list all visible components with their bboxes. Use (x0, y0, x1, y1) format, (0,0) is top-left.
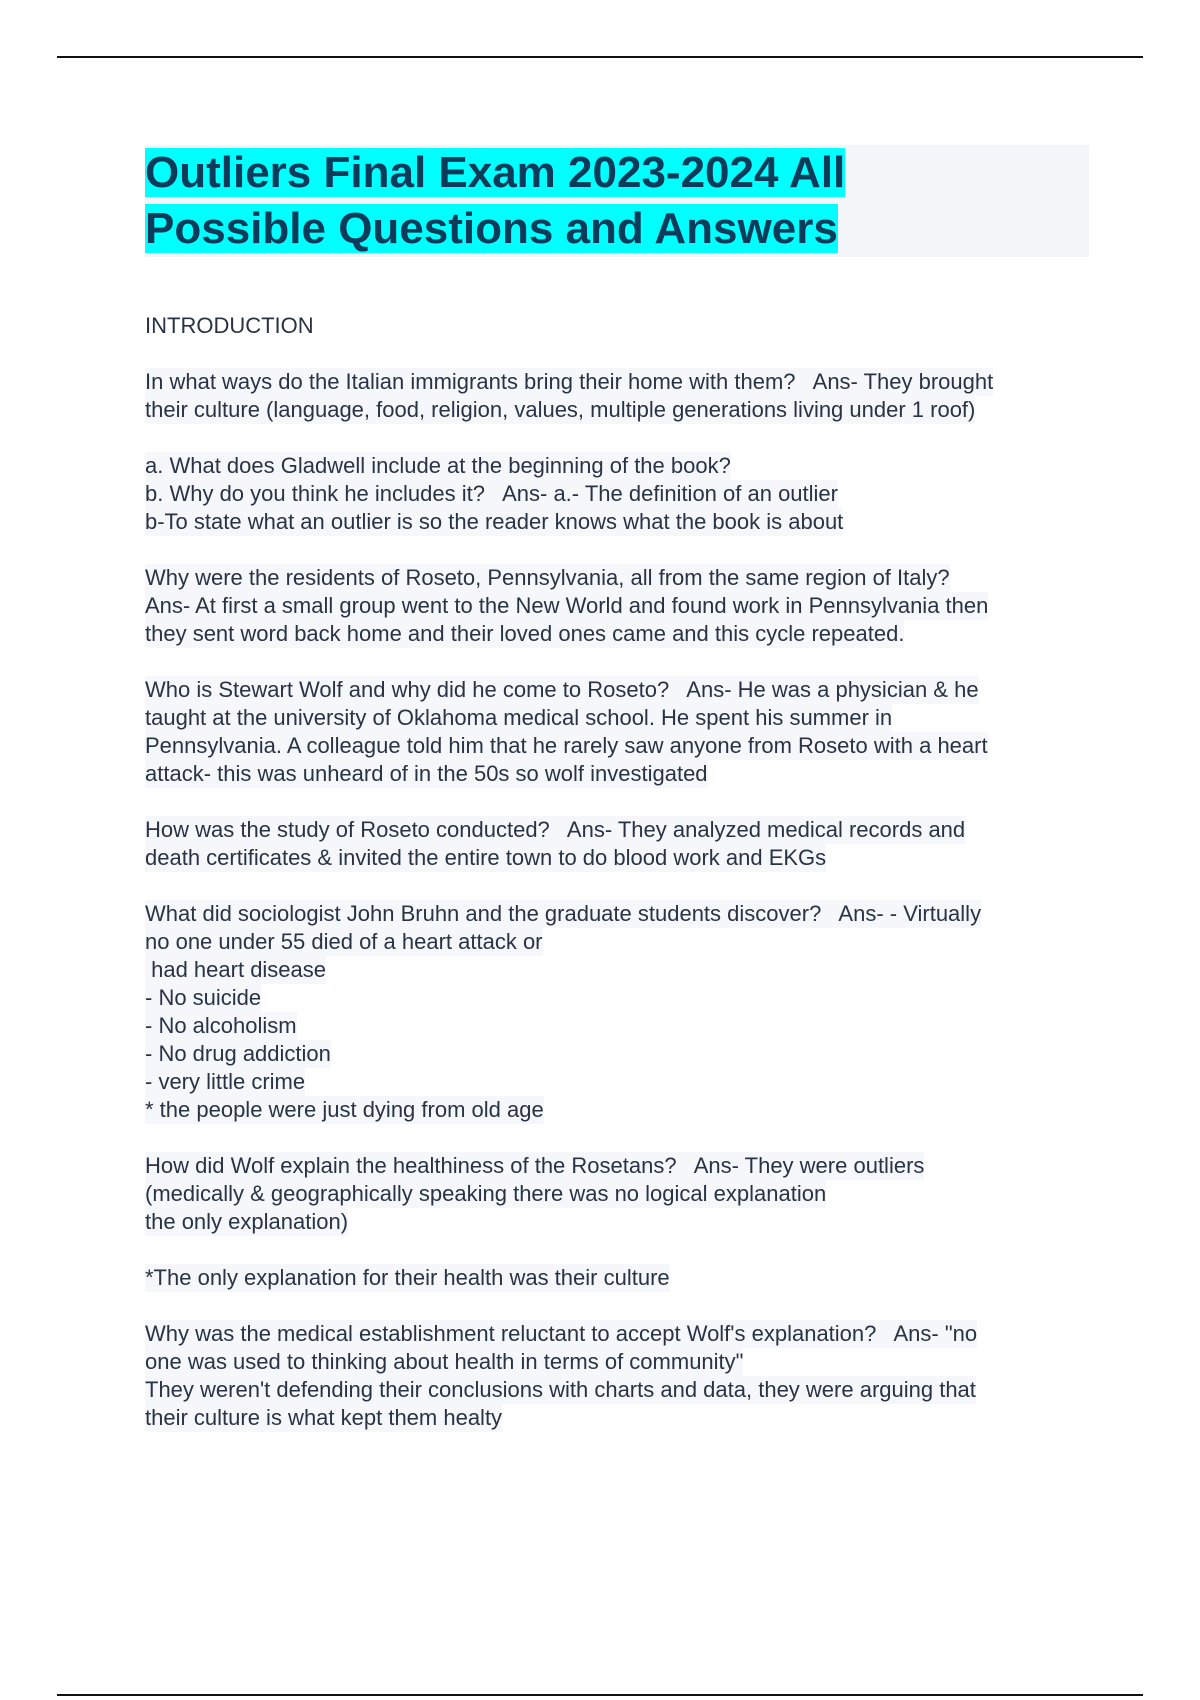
qa-list (145, 368, 1095, 1432)
document-title (145, 145, 1089, 257)
section-heading-block (145, 312, 1095, 340)
paragraph-line: In what ways do the Italian immigrants bring their home with them? Ans- They brought (145, 369, 994, 394)
paragraph-line: - No drug addiction (145, 1041, 331, 1066)
top-rule (57, 56, 1143, 58)
paragraph-line: their culture (language, food, religion, values, multiple generations living under 1 roof) (145, 397, 976, 422)
paragraph-line: - No suicide (145, 985, 262, 1010)
bottom-rule (57, 1694, 1143, 1696)
paragraph-line: What did sociologist John Bruhn and the graduate students discover? Ans- - Virtually (145, 901, 982, 926)
paragraph-line: How did Wolf explain the healthiness of the Rosetans? Ans- They were outliers (145, 1153, 925, 1178)
paragraph-line: no one under 55 died of a heart attack or (145, 929, 543, 954)
paragraph-line: *The only explanation for their health was their culture (145, 1265, 670, 1290)
paragraph-line: How was the study of Roseto conducted? Ans- They analyzed medical records and (145, 817, 966, 842)
paragraph-line: Who is Stewart Wolf and why did he come to Roseto? Ans- He was a physician & he (145, 677, 979, 702)
paragraph-line: - very little crime (145, 1069, 306, 1094)
paragraph-line: (medically & geographically speaking there was no logical explanation (145, 1181, 827, 1206)
paragraph-line: a. What does Gladwell include at the beginning of the book? (145, 453, 731, 478)
qa-paragraph (145, 900, 1095, 1124)
paragraph-line: b-To state what an outlier is so the reader knows what the book is about (145, 509, 844, 534)
title-box (145, 145, 1089, 257)
paragraph-line: Pennsylvania. A colleague told him that he rarely saw anyone from Roseto with a heart (145, 733, 988, 758)
paragraph-line: the only explanation) (145, 1209, 349, 1234)
paragraph-line: death certificates & invited the entire town to do blood work and EKGs (145, 845, 827, 870)
paragraph-line: taught at the university of Oklahoma medical school. He spent his summer in (145, 705, 893, 730)
paragraph-line: attack- this was unheard of in the 50s so wolf investigated (145, 761, 708, 786)
paragraph-line: They weren't defending their conclusions with charts and data, they were arguing that (145, 1377, 976, 1402)
qa-paragraph (145, 368, 1095, 424)
paragraph-line: Ans- At first a small group went to the New World and found work in Pennsylvania then (145, 593, 989, 618)
paragraph-line: Why were the residents of Roseto, Pennsylvania, all from the same region of Italy? (145, 565, 950, 590)
qa-paragraph (145, 1264, 1095, 1292)
paragraph-line: * the people were just dying from old age (145, 1097, 544, 1122)
document-body (145, 312, 1095, 1460)
title-line-2: Possible Questions and Answers (145, 204, 838, 253)
qa-paragraph (145, 1152, 1095, 1236)
qa-paragraph (145, 676, 1095, 788)
paragraph-line: one was used to thinking about health in terms of community" (145, 1349, 744, 1374)
section-heading: INTRODUCTION (145, 313, 314, 338)
paragraph-line: they sent word back home and their loved ones came and this cycle repeated. (145, 621, 905, 646)
title-line-1: Outliers Final Exam 2023-2024 All (145, 148, 846, 197)
paragraph-line: b. Why do you think he includes it? Ans- a.- The definition of an outlier (145, 481, 838, 506)
qa-paragraph (145, 1320, 1095, 1432)
qa-paragraph (145, 564, 1095, 648)
paragraph-line: Why was the medical establishment reluctant to accept Wolf's explanation? Ans- "no (145, 1321, 978, 1346)
paragraph-line: their culture is what kept them healty (145, 1405, 503, 1430)
qa-paragraph (145, 816, 1095, 872)
qa-paragraph (145, 452, 1095, 536)
paragraph-line: had heart disease (145, 957, 327, 982)
paragraph-line: - No alcoholism (145, 1013, 297, 1038)
